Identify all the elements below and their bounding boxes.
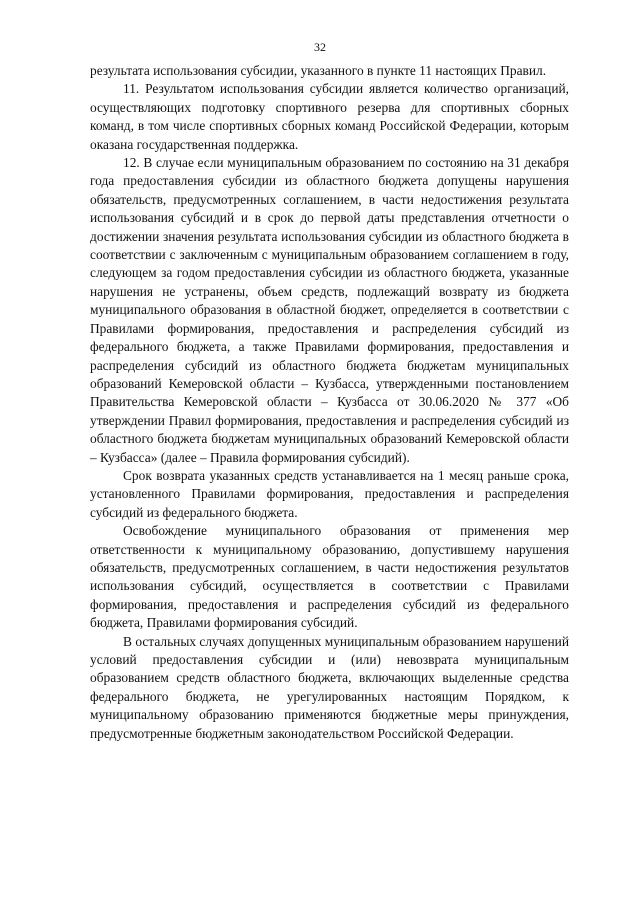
paragraph-refund-deadline: Срок возврата указанных средств устанавливается на 1 месяц раньше срока, установленного Правилами формирования, предоставления и распределения субсидий из федерального бюджета. bbox=[90, 467, 569, 520]
paragraph-other-cases: В остальных случаях допущенных муниципальным образованием нарушений условий предоставления субсидии и (или) невозврата муниципальным образованием средств областного бюджета, включающих выделенные средства федерального бюджета, не урегулированных настоящим Порядком, к муниципальному образованию применяются бюджетные меры принуждения, предусмотренные бюджетным законодательством Российской Федерации. bbox=[90, 633, 569, 741]
paragraph-item-12: 12. В случае если муниципальным образованием по состоянию на 31 декабря года предоставления субсидии из областного бюджета допущены нарушения обязательств, предусмотренных соглашением, в части недостижения результата использования субсидий и в срок до первой даты представления отчетности о достижении значения результата использования субсидии из областного бюджета в соответствии с заключенным с муниципальным образованием соглашением в году, следующем за годом предоставления субсидии из областного бюджета, указанные нарушения не устранены, объем средств, подлежащий возврату из бюджета муниципального образования в областной бюджет, определяется в соответствии с Правилами формирования, предоставления и распределения субсидий из федерального бюджета, а также Правилами формирования, предоставления и распределения субсидий из областного бюджета бюджетам муниципальных образований Кемеровской области – Кузбасса, утвержденными постановлением Правительства Кемеровской области – Кузбасса от 30.06.2020 № 377 «Об утверждении Правил формирования, предоставления и распределения субсидий из областного бюджета бюджетам муниципальных образований Кемеровской области – Кузбасса» (далее – Правила формирования субсидий). bbox=[90, 155, 569, 465]
document-body bbox=[90, 62, 569, 743]
paragraph-item-11: 11. Результатом использования субсидии является количество организаций, осуществляющих подготовку спортивного резерва для спортивных сборных команд, в том числе спортивных сборных команд Российской Федерации, которым оказана государственная поддержка. bbox=[90, 81, 569, 152]
page-number: 32 bbox=[314, 40, 326, 54]
paragraph-liability-exemption: Освобождение муниципального образования от применения мер ответственности к муниципальному образованию, допустившему нарушения обязательств, предусмотренных соглашением, в части недостижения результатов использования субсидий, осуществляется в соответствии с Правилами формирования, предоставления и распределения субсидий из федерального бюджета, Правилами формирования субсидий. bbox=[90, 523, 569, 631]
paragraph-continuation: результата использования субсидии, указанного в пункте 11 настоящих Правил. bbox=[90, 63, 547, 78]
